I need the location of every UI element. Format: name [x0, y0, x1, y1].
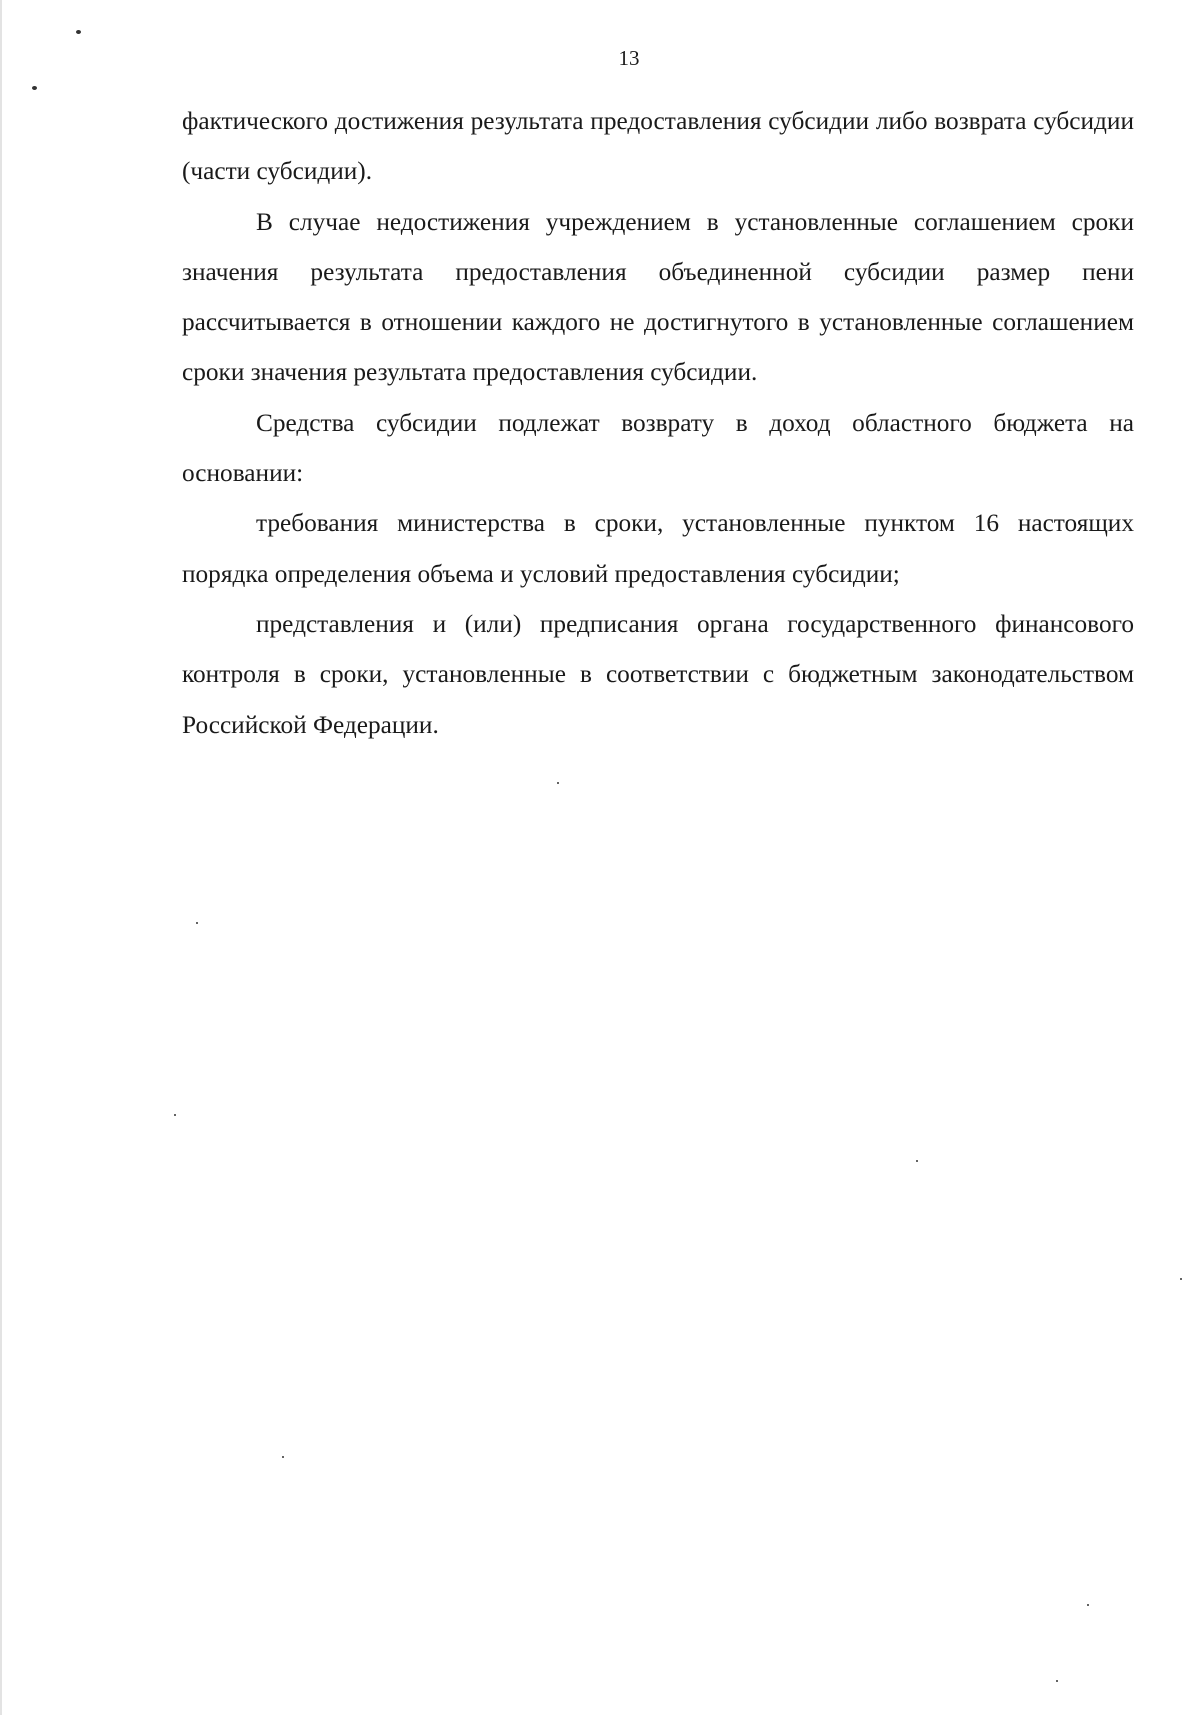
scan-speck — [196, 922, 198, 924]
scan-edge — [0, 0, 2, 1715]
scan-speck — [76, 30, 81, 34]
paragraph-penalty-calculation: В случае недостижения учреждением в установленные соглашением сроки значения результата предоставления объединенной субсидии размер пени рассчитывается в отношении каждого не достигнутого в установленные соглашением сроки значения результата предоставления субсидии. — [182, 207, 1134, 387]
scan-speck — [282, 1456, 284, 1458]
paragraph-result-continuation: фактического достижения результата предоставления субсидии либо возврата субсидии (части субсидии). — [182, 107, 1134, 186]
scan-speck — [1087, 1604, 1089, 1606]
scan-speck — [32, 86, 37, 90]
page-number: 13 — [618, 46, 640, 70]
document-body — [182, 96, 1134, 750]
paragraph-ministry-requirement: требования министерства в сроки, установленные пунктом 16 настоящих порядка определения объема и условий предоставления субсидии; — [182, 509, 1134, 588]
paragraph-financial-control: представления и (или) предписания органа государственного финансового контроля в сроки, установленные в соответствии с бюджетным законодательством Российской Федерации. — [182, 609, 1134, 739]
scan-speck — [916, 1160, 918, 1162]
scan-speck — [1180, 1278, 1182, 1280]
scan-speck — [1056, 1680, 1058, 1682]
scan-speck — [174, 1114, 176, 1116]
scan-speck — [557, 782, 559, 784]
paragraph-return-basis: Средства субсидии подлежат возврату в доход областного бюджета на основании: — [182, 408, 1134, 488]
